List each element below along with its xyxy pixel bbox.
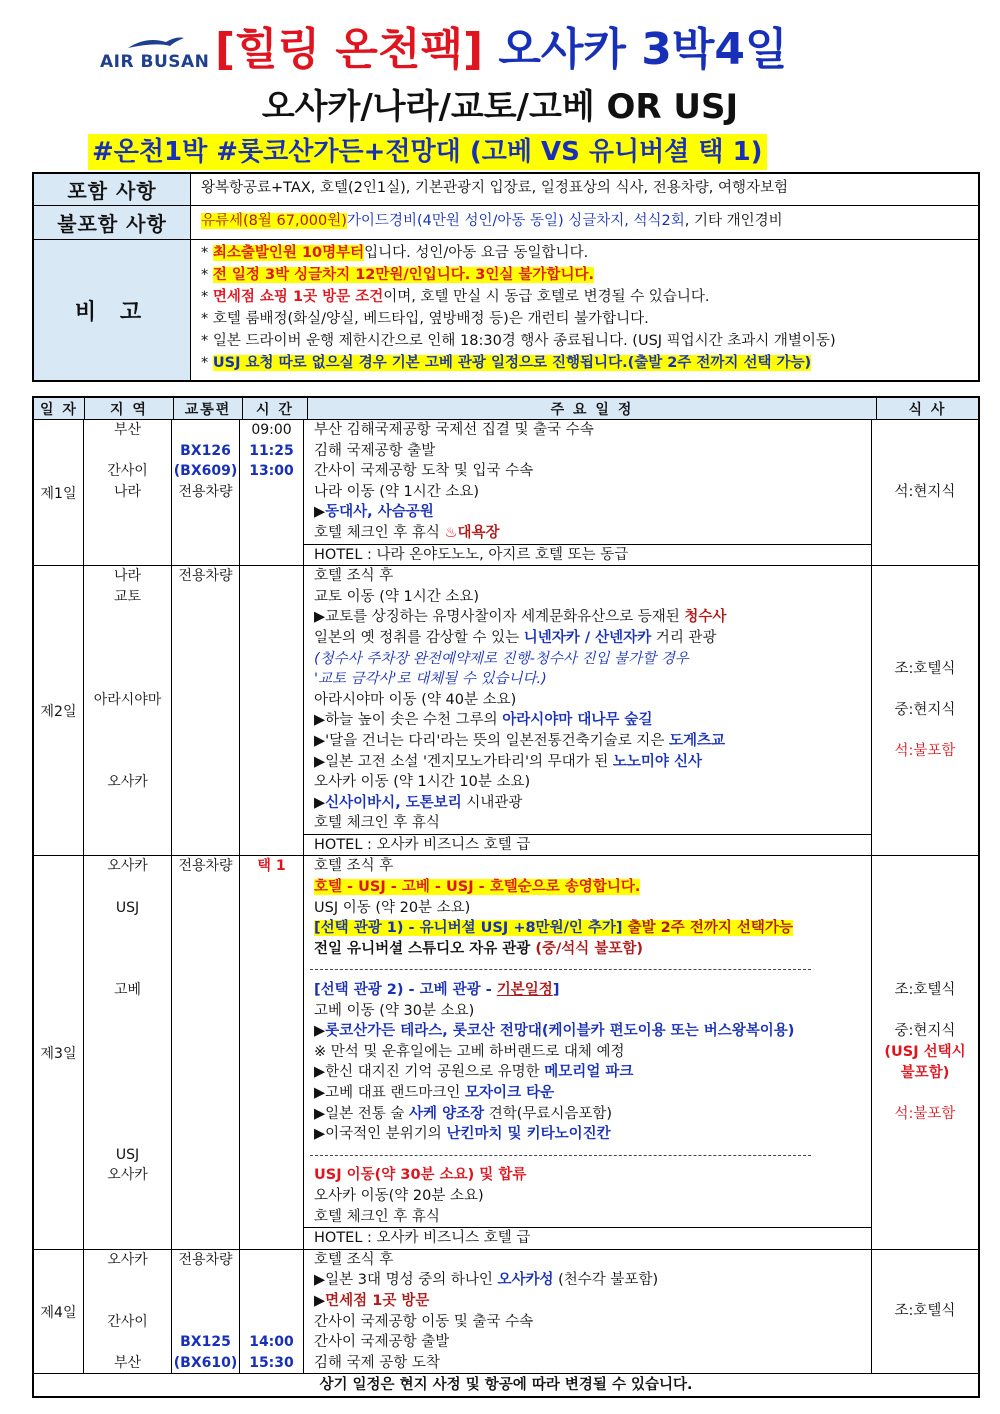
day2-regions: 나라 교토 아라시야마 오사카 [84,566,172,855]
note-item: * 최소출발인원 10명부터입니다. 성인/아동 요금 동일합니다. [201,245,589,261]
day1-meal: 석:현지식 [894,484,956,501]
day1-row [34,420,978,566]
day3-regions: 오사카 USJ 고베 USJ 오사카 [84,856,172,1248]
divider [304,1145,871,1166]
table-footer: 상기 일정은 현지 사정 및 항공에 따라 변경될 수 있습니다. [319,1377,693,1394]
day2-times [240,566,304,855]
excluded-rest: , 기타 개인경비 [684,213,783,229]
included-row [34,174,978,206]
day4-regions: 오사카 간사이 부산 [84,1250,172,1374]
day1-hotel: HOTEL : 나라 온야도노노, 아지르 호텔 또는 동급 [304,544,871,566]
day4-transport: 전용차량 BX125 (BX610) [172,1250,240,1374]
choice-badge: 택 1 [257,858,286,875]
hot-spring-icon: ♨ [444,524,458,541]
day3-row [34,856,978,1249]
note-item: * 면세점 쇼핑 1곳 방문 조건이며, 호텔 만실 시 동급 호텔로 변경될 수 있습니다. [201,289,710,305]
day2-hotel: HOTEL : 오사카 비즈니스 호텔 급 [304,834,871,856]
header-time: 시 간 [243,398,308,419]
title-red: [힐링 온천팩] [215,24,484,75]
divider [304,959,871,980]
day4-schedule: 호텔 조식 후 ▶일본 3대 명성 중의 하나인 오사카성 (천수각 불포함) ▶면세점 1곳 방문 간사이 국제공항 이동 및 출국 수속 간사이 국제공항 출발 김해 국제 공항 도착 [304,1250,872,1374]
bird-icon [126,34,186,52]
note-item: * 일본 드라이버 운행 제한시간으로 인해 18:30경 행사 종료됩니다. (USJ 픽업시간 초과시 개별이동) [201,333,836,349]
day1-label: 제1일 [34,420,84,565]
day2-label: 제2일 [34,566,84,855]
hashtags: #온천1박 #롯코산가든+전망대 (고베 VS 유니버셜 택 1) [88,134,767,170]
day1-transport: BX126 (BX609) 전용차량 [172,420,240,565]
excluded-fuel: 유류세(8월 67,000원) [201,213,347,229]
excluded-text [191,206,978,239]
included-label: 포함 사항 [34,174,191,205]
day1-schedule: 부산 김해국제공항 국제선 집결 및 출국 수속 김해 국제공항 출발 간사이 국제공항 도착 및 입국 수속 나라 이동 (약 1시간 소요) ▶동대사, 사슴공원 호텔 체크인 후 휴식 ♨대욕장 HOTEL : 나라 온야도노노, 아지르 호텔 또는 동급 [304,420,872,565]
info-box [32,172,980,382]
note-item: * 호텔 룸배정(화실/양실, 베드타입, 옆방배정 등)은 개런티 불가합니다. [201,311,649,327]
included-text: 왕복항공료+TAX, 호텔(2인1실), 기본관광지 입장료, 일정표상의 식사, 전용차량, 여행자보험 [201,180,789,196]
day4-row [34,1250,978,1375]
notes-list [191,240,978,380]
page-title [215,20,787,80]
notes-label: 비 고 [34,240,191,380]
day1-regions: 부산 간사이 나라 [84,420,172,565]
day4-meal: 조:호텔식 [894,1303,956,1320]
day4-label: 제4일 [34,1250,84,1374]
table-header [34,398,978,420]
excluded-label: 불포함 사항 [34,206,191,239]
day2-row [34,566,978,856]
day3-meal: 조:호텔식 중:현지식 (USJ 선택시 불포함) 석:불포함 [884,982,966,1123]
day3-label: 제3일 [34,856,84,1248]
day1-times: 09:00 11:25 13:00 [240,420,304,565]
day2-transport: 전용차량 [172,566,240,855]
excluded-row [34,206,978,240]
day3-hotel: HOTEL : 오사카 비즈니스 호텔 급 [304,1227,871,1249]
day2-meal: 조:호텔식 중:현지식 석:불포함 [894,661,956,760]
header-date: 일 자 [34,398,85,419]
day3-times [240,856,304,1248]
day3-transport: 전용차량 [172,856,240,1248]
day4-times: 14:00 15:30 [240,1250,304,1374]
day3-schedule: 호텔 조식 후 호텔 - USJ - 고베 - USJ - 호텔순으로 송영합니다. USJ 이동 (약 20분 소요) [선택 관광 1) - 유니버셜 USJ +8만원/인 추가] 출발 2주 전까지 선택가능 전일 유니버셜 스튜디오 자유 관광 (중/석식 불포함) [선택 관광 2) - 고베 관광 - 기본일정] 고베 이동 (약 30분 소요) ▶롯코산가든 테라스, 롯코산 전망대(케이블카 편도이용 또는 버스왕복이용) ※ 만석 및 운휴일에는 고베 하버랜드로 대체 예정 ▶한신 대지진 기억 공원으로 유명한 메모리얼 파크 ▶고베 대표 랜드마크인 모자이크 타운 ▶일본 전통 술 사케 양조장 견학(무료시음포함) ▶이국적인 분위기의 난킨마치 및 키타노이진칸 USJ 이동(약 30분 소요) 및 합류 오사카 이동(약 20분 소요) 호텔 체크인 후 휴식 HOTEL : 오사카 비즈니스 호텔 급 [304,856,872,1248]
header-transport: 교통편 [174,398,243,419]
schedule-table [32,396,980,1398]
note-item: * 전 일정 3박 싱글차지 12만원/인입니다. 3인실 불가합니다. [201,267,594,283]
notes-row [34,240,978,380]
title-blue: 오사카 3박4일 [498,24,788,75]
day2-schedule: 호텔 조식 후 교토 이동 (약 1시간 소요) ▶교토를 상징하는 유명사찰이자 세계문화유산으로 등재된 청수사 일본의 옛 정취를 감상할 수 있는 니넨자카 / 산넨자카 거리 관광 (청수사 주차장 완전예약제로 진행-청수사 진입 불가할 경우 '교토 금각사'로 대체될 수 있습니다.) 아라시야마 이동 (약 40분 소요) ▶하늘 높이 솟은 수천 그루의 아라시야마 대나무 숲길 ▶'달을 건너는 다리'라는 뜻의 일본전통건축기술로 지은 도게츠교 ▶일본 고전 소설 '겐지모노가타리'의 무대가 된 노노미야 신사 오사카 이동 (약 1시간 10분 소요) ▶신사이바시, 도톤보리 시내관광 호텔 체크인 후 휴식 HOTEL : 오사카 비즈니스 호텔 급 [304,566,872,855]
note-item: * USJ 요청 따로 없으실 경우 기본 고베 관광 일정으로 진행됩니다.(출발 2주 전까지 선택 가능) [201,355,812,371]
excluded-guide: 가이드경비(4만원 성인/아동 동일) 싱글차지, 석식2회 [346,213,685,229]
header-region: 지 역 [85,398,174,419]
logo-text: AIR BUSAN [100,52,210,72]
subtitle: 오사카/나라/교토/고베 OR USJ [261,87,739,127]
header-meal: 식 사 [908,401,947,418]
header-schedule: 주 요 일 정 [308,398,877,419]
air-busan-logo [96,34,210,74]
